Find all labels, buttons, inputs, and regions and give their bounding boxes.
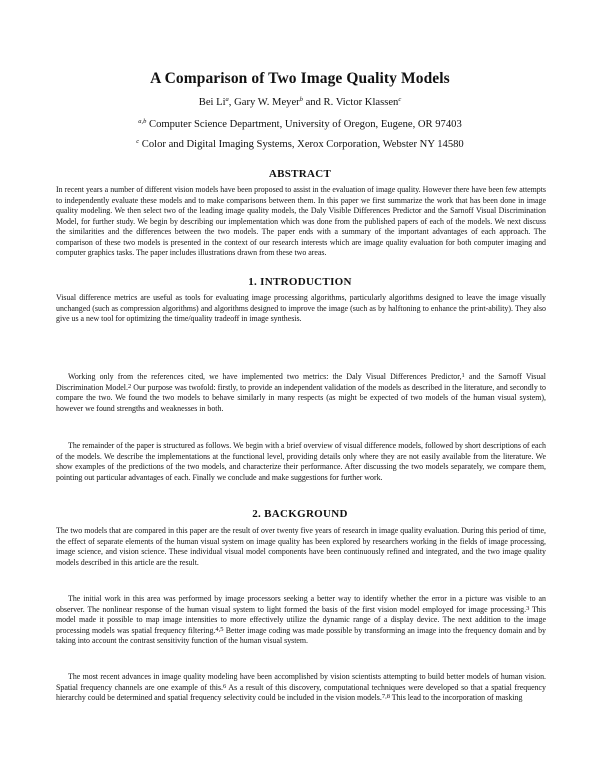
intro-p2-part-1: Working only from the references cited, we have implemented two metrics: the Daly Visual Differences Predictor,	[68, 372, 462, 381]
author-2-affil-mark: b	[299, 96, 303, 103]
author-1: Bei Li	[198, 97, 226, 108]
author-1-affil-mark: a	[225, 96, 229, 103]
paper-title: A Comparison of Two Image Quality Models	[150, 70, 450, 87]
background-heading: 2. BACKGROUND	[252, 508, 348, 520]
background-p2-part-1: The initial work in this area was performed by image processors seeking a better way to identify whether the error in a picture was visible to an observer. The nonlinear response of the human visual system to light formed the basis of the first vision model employed for image processing.	[56, 594, 546, 614]
citation-mark: 3	[526, 604, 530, 612]
intro-paragraph-3: The remainder of the paper is structured as follows. We begin with a brief overview of visual difference models, followed by short descriptions of each of the models. We describe the implementations at the functional level, providing details only where they are not easily available from the literature. We show examples of the predictions of the two models, and characterize their performance. After discussing the two models separately, we compare them, pointing out particular advantages of each. Finally we conclude and make suggestions for further work.	[56, 441, 546, 482]
background-paragraph-2	[56, 594, 546, 647]
intro-p2-part-3: Our purpose was twofold: firstly, to provide an independent validation of the models as described in the literature, and secondly to compare the two. We found the two models to behave similarly in many respects (as might be expected of two models of the human visual system), however we found strengths and weaknesses in both.	[56, 382, 546, 413]
affiliation-2	[0, 139, 600, 150]
background-p2-part-2: This model made it possible to map image intensities to more effectively utilize the dynamic range of a display device. The next addition to the image processing models was spatial frequency filtering.	[56, 604, 547, 635]
intro-p2-part-2: and the Sarnoff Visual Discrimination Model.	[56, 372, 546, 392]
affiliation-1-text: Computer Science Department, University of Oregon, Eugene, OR 97403	[146, 119, 462, 130]
intro-heading: 1. INTRODUCTION	[248, 276, 352, 288]
author-3-affil-mark: c	[398, 96, 402, 103]
author-line	[0, 97, 600, 108]
intro-paragraph-1: Visual difference metrics are useful as tools for evaluating image processing algorithms, particularly algorithms designed to leave the image visually unchanged (such as compression algorithms) and algorithms designed to improve the image (such as by halftoning to enhance the print-ability). They also give us a new tool for optimizing the time/quality tradeoff in image synthesis.	[56, 293, 546, 323]
background-p2-part-3: Better image coding was made possible by transforming an image into the frequency domain and by taking into account the contrast sensitivity function of the human visual system.	[56, 625, 546, 645]
background-paragraph-1: The two models that are compared in this paper are the result of over twenty five years of research in image quality evaluation. During this period of time, the effect of separate elements of the human visual system on image quality has been explored by researchers working in the fields of image processing, image science, and vision science. These individual visual model components have been continuously refined and integrated, and the two image quality models described in this article are the result.	[56, 526, 546, 567]
abstract-text: In recent years a number of different vision models have been proposed to assist in the evaluation of image quality. However there have been few attempts to independently evaluate these models and to make comparisons between them. In this paper we first summarize the work that has been done in image quality modeling. We then select two of the leading image quality models, the Daly Visible Differences Predictor and the Sarnoff Visual Discrimination Model, for further study. We begin by describing our implementation which was done from the published papers of each of the models. We next discuss the similarities and the differences between the two models. The paper ends with a summary of the important advantages of each approach. The comparison of these two models is presented in the context of our research interests which are image quality evaluation for both computer imaging and computer graphics tasks. The paper includes illustrations drawn from these two areas.	[56, 185, 546, 257]
background-paragraph-3	[56, 672, 546, 704]
background-p3-part-3: This lead to the incorporation of masking	[389, 693, 523, 702]
author-2: , Gary W. Meyer	[228, 97, 300, 108]
abstract-heading: ABSTRACT	[268, 168, 332, 180]
citation-mark: 6	[223, 682, 227, 690]
citation-mark: 2	[127, 382, 132, 390]
affiliation-2-text: Color and Digital Imaging Systems, Xerox Corporation, Webster NY 14580	[139, 139, 464, 150]
citation-mark: 4,5	[215, 625, 224, 633]
citation-mark: 7,8	[381, 693, 390, 700]
affiliation-1-mark: a,b	[138, 118, 147, 125]
author-3: and R. Victor Klassen	[302, 97, 399, 108]
background-p3-part-2: As a result of this discovery, computational techniques were developed so that a spatial frequency hierarchy could be determined and spatial frequency selectivity could be included in the vision models.	[56, 682, 546, 702]
intro-paragraph-2	[56, 372, 546, 414]
citation-mark: 1	[461, 372, 465, 379]
affiliation-2-mark: c	[136, 138, 140, 145]
background-p3-part-1: The most recent advances in image quality modeling have been accomplished by vision scientists attempting to build better models of human vision. Spatial frequency channels are one example of this.	[56, 672, 546, 692]
affiliation-1	[0, 119, 600, 130]
